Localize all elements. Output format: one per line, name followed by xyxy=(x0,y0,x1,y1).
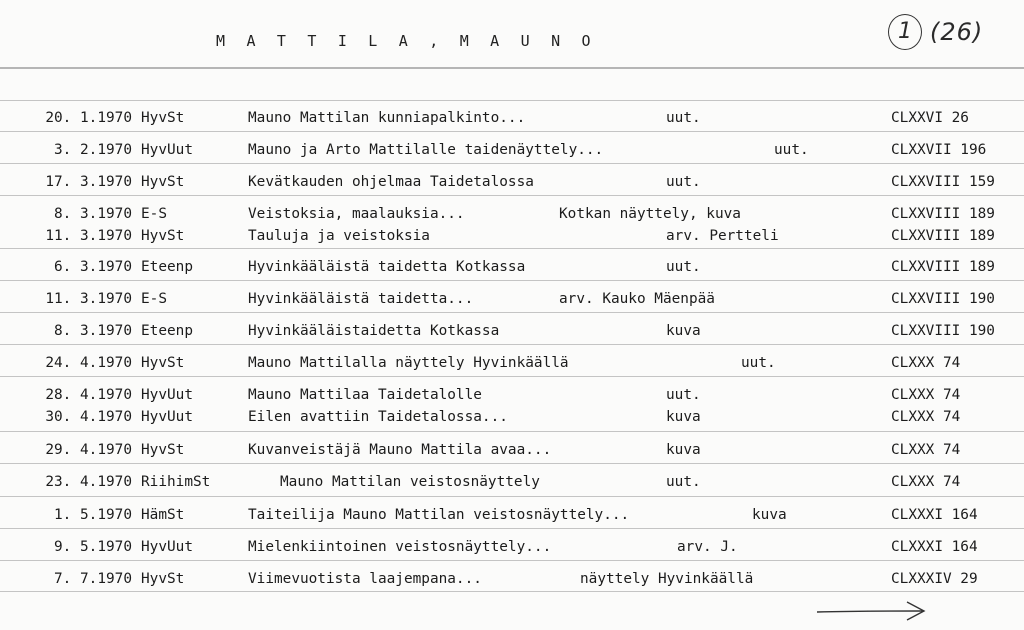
row-rule xyxy=(0,344,1024,345)
entry-reference: CLXXXIV 29 xyxy=(891,571,978,587)
entry-publication: RiihimSt xyxy=(141,474,211,490)
continue-arrow-icon xyxy=(815,598,927,626)
entry-note: uut. xyxy=(666,174,701,190)
card-total: (26) xyxy=(930,18,984,46)
entry-title: Veistoksia, maalauksia... xyxy=(248,206,465,222)
entry-date: 29. 4.1970 xyxy=(45,442,132,458)
entry-note: arv. J. xyxy=(677,539,738,555)
entry-reference: CLXXVIII 189 xyxy=(891,206,995,222)
entry-note: kuva xyxy=(752,507,787,523)
entry-publication: HämSt xyxy=(141,507,185,523)
row-rule xyxy=(0,496,1024,497)
entry-note: kuva xyxy=(666,323,701,339)
entry-reference: CLXXX 74 xyxy=(891,442,961,458)
entry-publication: HyvUut xyxy=(141,387,193,403)
entry-publication: HyvUut xyxy=(141,409,193,425)
row-rule xyxy=(0,131,1024,132)
entry-reference: CLXXVIII 189 xyxy=(891,259,995,275)
entry-reference: CLXXX 74 xyxy=(891,474,961,490)
entry-date: 7. 7.1970 xyxy=(54,571,132,587)
entry-publication: HyvSt xyxy=(141,228,185,244)
entry-note: kuva xyxy=(666,442,701,458)
entry-title: Mauno Mattilan veistosnäyttely xyxy=(280,474,540,490)
row-rule xyxy=(0,560,1024,561)
entry-reference: CLXXVIII 190 xyxy=(891,323,995,339)
entry-reference: CLXXXI 164 xyxy=(891,539,978,555)
entry-reference: CLXXVIII 190 xyxy=(891,291,995,307)
entry-note: uut. xyxy=(666,110,701,126)
entry-publication: HyvUut xyxy=(141,539,193,555)
card-heading: M A T T I L A , M A U N O xyxy=(216,32,597,50)
row-rule xyxy=(0,248,1024,249)
row-rule xyxy=(0,591,1024,592)
row-rule xyxy=(0,280,1024,281)
entry-reference: CLXXVII 196 xyxy=(891,142,987,158)
entry-title: Eilen avattiin Taidetalossa... xyxy=(248,409,508,425)
row-rule xyxy=(0,195,1024,196)
entry-title: Mauno ja Arto Mattilalle taidenäyttely... xyxy=(248,142,604,158)
entry-date: 6. 3.1970 xyxy=(54,259,132,275)
entry-date: 9. 5.1970 xyxy=(54,539,132,555)
entry-date: 24. 4.1970 xyxy=(45,355,132,371)
entry-publication: E-S xyxy=(141,291,167,307)
entry-note: Kotkan näyttely, kuva xyxy=(559,206,741,222)
entry-note: kuva xyxy=(666,409,701,425)
entry-reference: CLXXVIII 189 xyxy=(891,228,995,244)
entry-title: Mauno Mattilaa Taidetalolle xyxy=(248,387,482,403)
entry-publication: HyvSt xyxy=(141,174,185,190)
row-rule xyxy=(0,163,1024,164)
entry-note: näyttely Hyvinkäällä xyxy=(580,571,754,587)
entry-title: Mauno Mattilalla näyttely Hyvinkäällä xyxy=(248,355,569,371)
entry-date: 3. 2.1970 xyxy=(54,142,132,158)
entry-publication: E-S xyxy=(141,206,167,222)
entry-title: Hyvinkääläistä taidetta Kotkassa xyxy=(248,259,526,275)
entry-title: Mauno Mattilan kunniapalkinto... xyxy=(248,110,526,126)
entry-date: 17. 3.1970 xyxy=(45,174,132,190)
entry-reference: CLXXVI 26 xyxy=(891,110,969,126)
entry-note: uut. xyxy=(666,259,701,275)
entry-date: 20. 1.1970 xyxy=(45,110,132,126)
entry-title: Viimevuotista laajempana... xyxy=(248,571,482,587)
entry-date: 30. 4.1970 xyxy=(45,409,132,425)
entry-publication: Eteenp xyxy=(141,323,193,339)
row-rule xyxy=(0,376,1024,377)
entry-reference: CLXXX 74 xyxy=(891,387,961,403)
entry-publication: HyvSt xyxy=(141,571,185,587)
entry-title: Tauluja ja veistoksia xyxy=(248,228,430,244)
entry-date: 8. 3.1970 xyxy=(54,206,132,222)
entry-date: 1. 5.1970 xyxy=(54,507,132,523)
entry-publication: HyvSt xyxy=(141,442,185,458)
entry-reference: CLXXVIII 159 xyxy=(891,174,995,190)
entry-date: 23. 4.1970 xyxy=(45,474,132,490)
entry-note: uut. xyxy=(741,355,776,371)
row-rule xyxy=(0,528,1024,529)
entry-note: uut. xyxy=(666,387,701,403)
header-divider xyxy=(0,67,1024,69)
entry-note: arv. Pertteli xyxy=(666,228,779,244)
entry-publication: HyvUut xyxy=(141,142,193,158)
entry-publication: Eteenp xyxy=(141,259,193,275)
entry-reference: CLXXX 74 xyxy=(891,355,961,371)
entry-publication: HyvSt xyxy=(141,110,185,126)
entry-note: uut. xyxy=(774,142,809,158)
entry-title: Kuvanveistäjä Mauno Mattila avaa... xyxy=(248,442,552,458)
entry-note: uut. xyxy=(666,474,701,490)
card-number: 1 xyxy=(888,14,922,50)
entry-reference: CLXXXI 164 xyxy=(891,507,978,523)
row-rule xyxy=(0,431,1024,432)
entry-title: Mielenkiintoinen veistosnäyttely... xyxy=(248,539,552,555)
entry-date: 11. 3.1970 xyxy=(45,228,132,244)
entry-note: arv. Kauko Mäenpää xyxy=(559,291,715,307)
entry-date: 28. 4.1970 xyxy=(45,387,132,403)
entry-title: Taiteilija Mauno Mattilan veistosnäyttely... xyxy=(248,507,630,523)
entry-title: Kevätkauden ohjelmaa Taidetalossa xyxy=(248,174,534,190)
row-rule xyxy=(0,100,1024,101)
entry-title: Hyvinkääläistä taidetta... xyxy=(248,291,474,307)
entry-publication: HyvSt xyxy=(141,355,185,371)
entry-date: 8. 3.1970 xyxy=(54,323,132,339)
entry-title: Hyvinkääläistaidetta Kotkassa xyxy=(248,323,500,339)
row-rule xyxy=(0,463,1024,464)
entry-reference: CLXXX 74 xyxy=(891,409,961,425)
row-rule xyxy=(0,312,1024,313)
entry-date: 11. 3.1970 xyxy=(45,291,132,307)
